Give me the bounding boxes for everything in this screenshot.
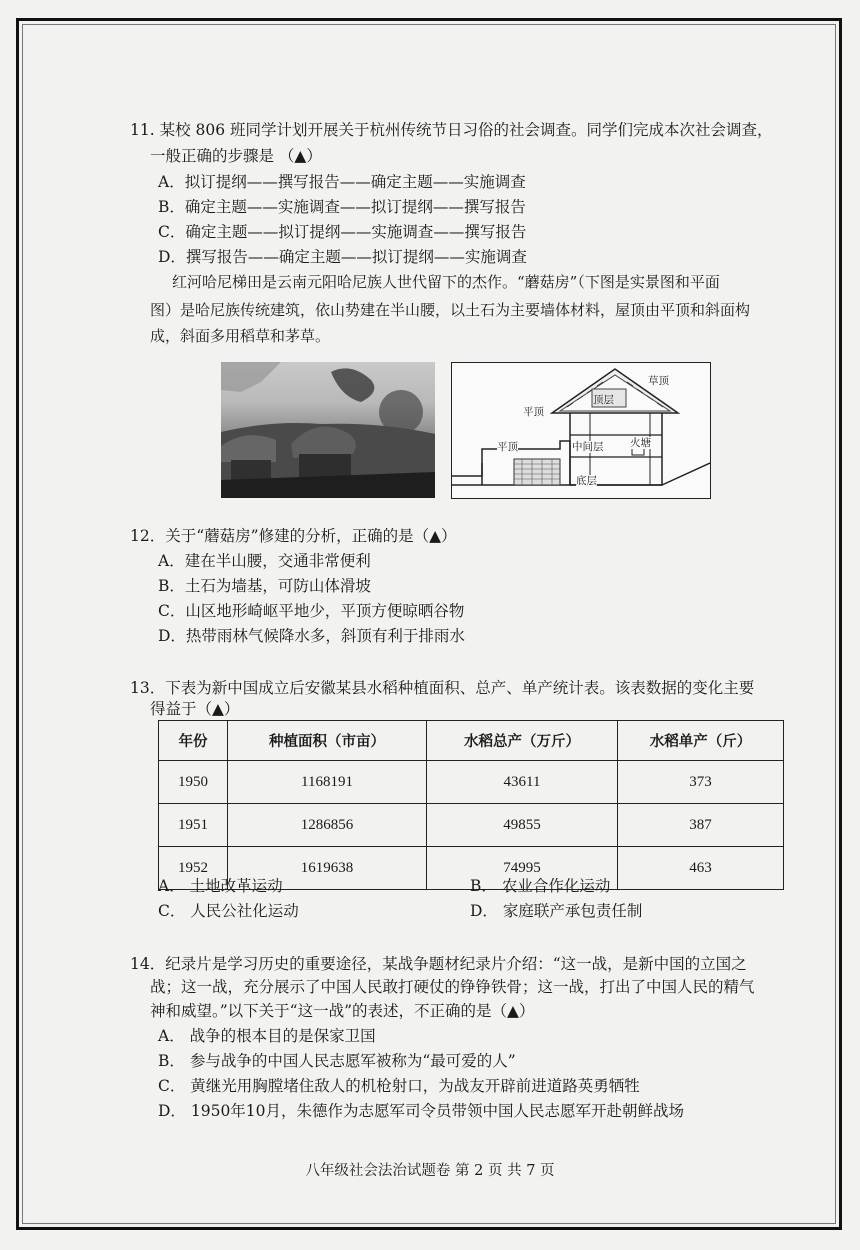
header-year: 年份 xyxy=(159,721,228,761)
label-ground-floor: 底层 xyxy=(576,475,597,487)
q14-option-a: A． 战争的根本目的是保家卫国 xyxy=(158,1027,376,1045)
q14-option-c: C． 黄继光用胸膛堵住敌人的机枪射口，为战友开辟前进道路英勇牺牲 xyxy=(158,1077,640,1095)
cell-unit-yield: 463 xyxy=(618,847,784,890)
cell-total-output: 43611 xyxy=(427,761,618,804)
table-header-row xyxy=(159,721,784,761)
q11-option-d: D．撰写报告——确定主题——拟订提纲——实施调查 xyxy=(158,248,527,266)
q12-option-b: B．土石为墙基，可防山体滑坡 xyxy=(158,577,371,595)
q11-option-c: C．确定主题——拟订提纲——实施调查——撰写报告 xyxy=(158,223,527,241)
q13-option-b: B． 农业合作化运动 xyxy=(470,877,611,895)
q14-option-b: B． 参与战争的中国人民志愿军被称为“最可爱的人” xyxy=(158,1052,516,1070)
cell-year: 1951 xyxy=(159,804,228,847)
label-flat-roof-lower: 平顶 xyxy=(497,441,518,453)
label-middle-floor: 中间层 xyxy=(572,441,604,453)
rice-statistics-table xyxy=(158,720,784,890)
q12-option-d: D．热带雨林气候降水多，斜顶有利于排雨水 xyxy=(158,627,465,645)
passage-line3: 成，斜面多用稻草和茅草。 xyxy=(150,327,331,345)
cell-total-output: 49855 xyxy=(427,804,618,847)
passage-line1: 红河哈尼梯田是云南元阳哈尼族人世代留下的杰作。“蘑菇房”（下图是实景图和平面 xyxy=(172,273,720,291)
header-area: 种植面积（市亩） xyxy=(228,721,427,761)
mushroom-house-photo xyxy=(221,362,435,498)
table-row xyxy=(159,761,784,804)
q14-stem-line2: 战；这一战，充分展示了中国人民敢打硬仗的铮铮铁骨；这一战，打出了中国人民的精气 xyxy=(150,978,755,996)
q13-stem-line1: 13．下表为新中国成立后安徽某县水稻种植面积、总产、单产统计表。该表数据的变化主要 xyxy=(130,679,755,697)
q14-stem-line3: 神和威望。”以下关于“这一战”的表述，不正确的是（▲） xyxy=(150,1002,535,1020)
cell-unit-yield: 387 xyxy=(618,804,784,847)
q12-option-a: A．建在半山腰，交通非常便利 xyxy=(158,552,371,570)
label-grass-roof: 草顶 xyxy=(648,375,669,387)
q14-option-d: D． 1950年10月，朱德作为志愿军司令员带领中国人民志愿军开赴朝鲜战场 xyxy=(158,1102,685,1120)
q11-stem-line1: 11. 某校 806 班同学计划开展关于杭州传统节日习俗的社会调查。同学们完成本次社会调查， xyxy=(130,121,773,139)
q12-option-c: C．山区地形崎岖平地少，平顶方便晾晒谷物 xyxy=(158,602,465,620)
cell-area: 1619638 xyxy=(228,847,427,890)
q14-stem-line1: 14．纪录片是学习历史的重要途径，某战争题材纪录片介绍：“这一战，是新中国的立国之 xyxy=(130,955,747,973)
cell-year: 1952 xyxy=(159,847,228,890)
cell-total-output: 74995 xyxy=(427,847,618,890)
q13-option-d: D． 家庭联产承包责任制 xyxy=(470,902,643,920)
cell-year: 1950 xyxy=(159,761,228,804)
q13-stem-line2: 得益于（▲） xyxy=(150,700,240,718)
cell-unit-yield: 373 xyxy=(618,761,784,804)
q11-option-a: A．拟订提纲——撰写报告——确定主题——实施调查 xyxy=(158,173,526,191)
header-unit-yield: 水稻单产（斤） xyxy=(618,721,784,761)
table-row xyxy=(159,804,784,847)
cell-area: 1286856 xyxy=(228,804,427,847)
label-fire-pit: 火塘 xyxy=(630,437,651,449)
q12-stem: 12．关于“蘑菇房”修建的分析，正确的是（▲） xyxy=(130,527,457,545)
q13-option-a: A． 土地改革运动 xyxy=(158,877,283,895)
q11-option-b: B．确定主题——实施调查——拟订提纲——撰写报告 xyxy=(158,198,526,216)
mushroom-house-diagram xyxy=(451,362,711,499)
q11-stem-line2: 一般正确的步骤是 （▲） xyxy=(150,147,322,165)
header-total-output: 水稻总产（万斤） xyxy=(427,721,618,761)
label-flat-roof-upper: 平顶 xyxy=(523,406,544,418)
passage-line2: 图）是哈尼族传统建筑，依山势建在半山腰，以土石为主要墙体材料，屋顶由平顶和斜面构 xyxy=(150,301,751,319)
q13-option-c: C． 人民公社化运动 xyxy=(158,902,299,920)
page-footer: 八年级社会法治试题卷 第 2 页 共 7 页 xyxy=(305,1163,555,1179)
label-top-floor: 顶层 xyxy=(593,394,614,406)
cell-area: 1168191 xyxy=(228,761,427,804)
